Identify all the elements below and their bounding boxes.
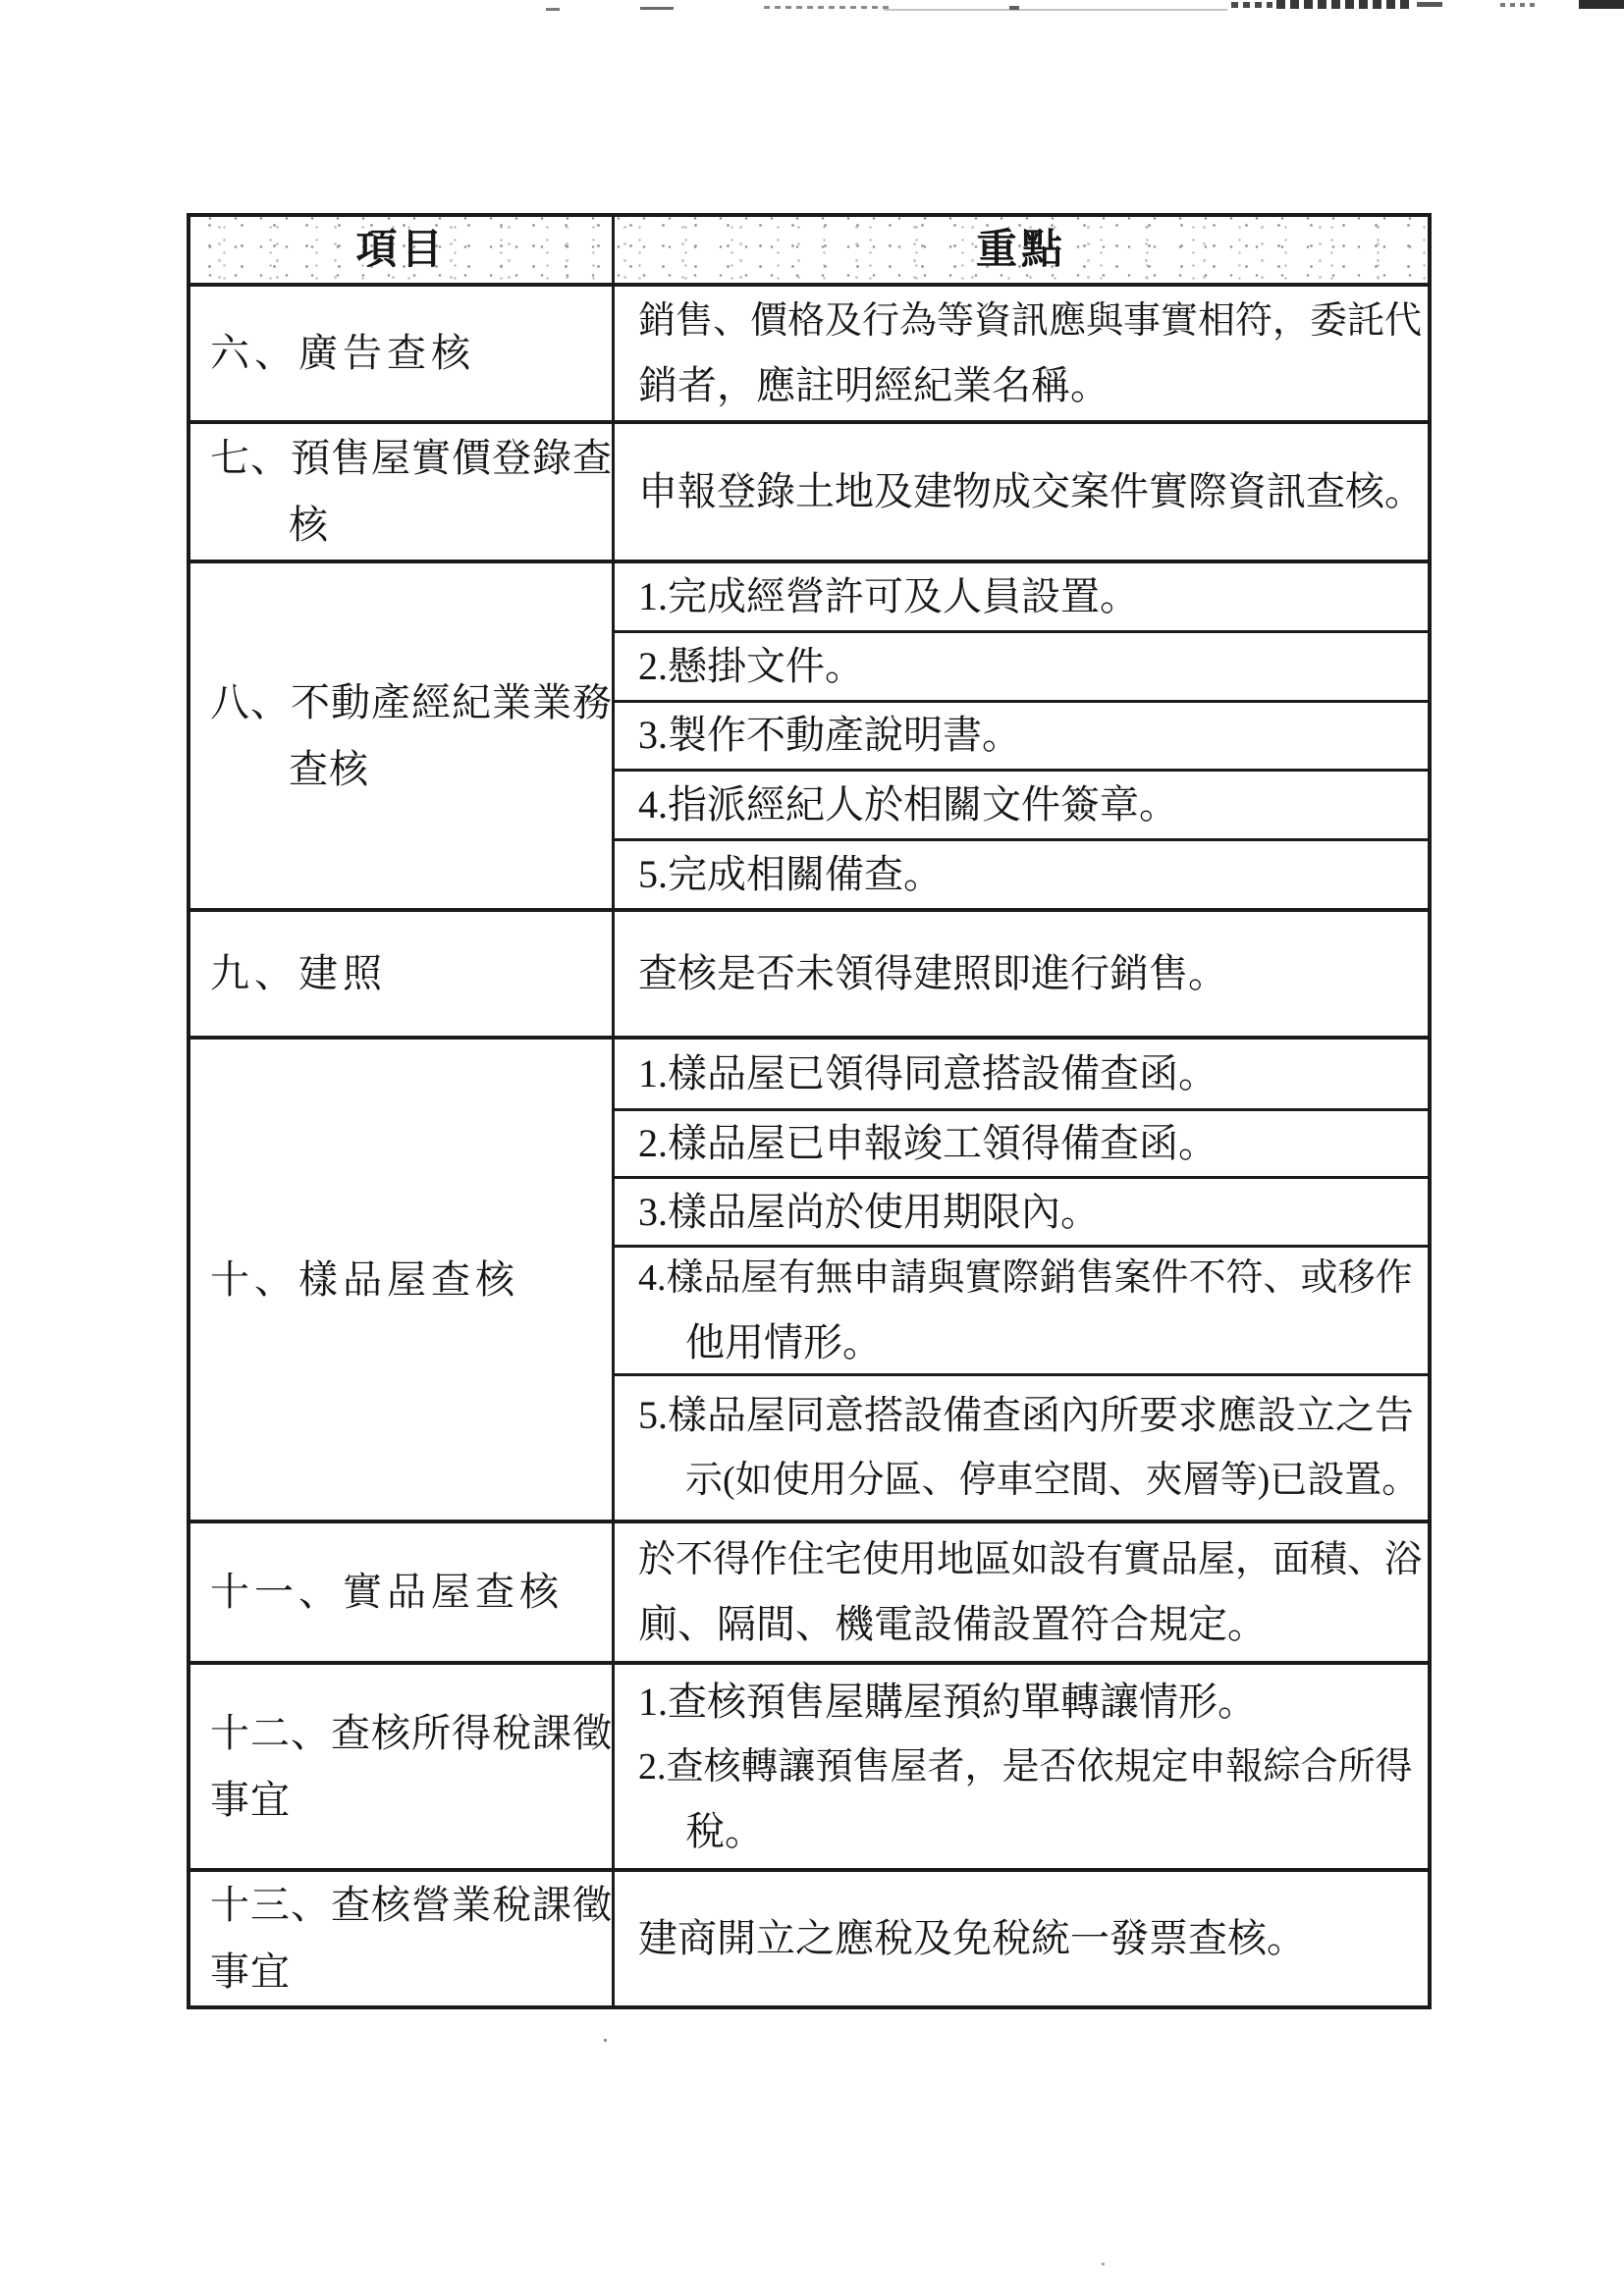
- item-label-line: 七、預售屋實價登錄查: [210, 436, 613, 480]
- points-subcell: [615, 1373, 1428, 1520]
- points-cell: [615, 1872, 1428, 2005]
- points-text-line: 4.樣品屋有無申請與實際銷售案件不符、或移作: [638, 1257, 1413, 1299]
- scan-noise-mark: [1500, 3, 1536, 7]
- item-label-line: 事宜: [210, 1949, 291, 1994]
- points-cell: [615, 912, 1428, 1036]
- scan-noise-mark: [764, 6, 893, 9]
- scan-noise-mark: [1231, 2, 1272, 8]
- item-cell: [190, 563, 615, 908]
- points-subcell: [615, 1108, 1428, 1176]
- table-row-model-house-audit: [190, 1520, 1428, 1661]
- scan-noise-mark: [640, 7, 674, 10]
- points-text-line: 銷售、價格及行為等資訊應與事實相符，委託代: [638, 300, 1423, 342]
- points-text-line: 1.樣品屋已領得同意搭設備查函。: [638, 1051, 1218, 1095]
- item-cell: [190, 912, 615, 1036]
- scan-noise-mark: [884, 9, 1227, 11]
- points-text-line: 3.製作不動產說明書。: [638, 713, 1021, 758]
- item-label-line: 查核: [289, 746, 369, 791]
- table-row-building-permit: [190, 908, 1428, 1036]
- item-cell: [190, 1040, 615, 1520]
- scan-noise-mark: [1009, 6, 1019, 10]
- item-cell: [190, 1872, 615, 2005]
- points-cell: [615, 1523, 1428, 1661]
- item-label-line: 核: [289, 503, 329, 547]
- points-text-line: 示(如使用分區、停車空間、夾層等)已設置。: [685, 1460, 1420, 1501]
- points-text-line: 1.完成經營許可及人員設置。: [638, 573, 1139, 618]
- points-subcell: [615, 563, 1428, 630]
- points-text-line: 2.懸掛文件。: [638, 643, 864, 688]
- points-text-line: 廁、隔間、機電設備設置符合規定。: [638, 1602, 1267, 1646]
- header-item-label: 項目: [355, 227, 447, 273]
- points-text-line: 他用情形。: [685, 1320, 882, 1364]
- item-label-line: 九、建照: [210, 951, 387, 995]
- points-text-line: 於不得作住宅使用地區如設有實品屋，面積、浴: [638, 1539, 1423, 1580]
- points-text-line: 查核是否未領得建照即進行銷售。: [638, 951, 1227, 995]
- points-cell: [615, 1665, 1428, 1868]
- points-text-line: 4.指派經紀人於相關文件簽章。: [638, 782, 1178, 828]
- item-cell: [190, 1523, 615, 1661]
- header-points-column: [615, 217, 1428, 283]
- item-label-line: 八、不動產經紀業業務: [210, 679, 613, 724]
- points-cell: [615, 287, 1428, 420]
- points-subcell: [615, 838, 1428, 908]
- item-label-line: 十一、實品屋查核: [210, 1570, 564, 1614]
- item-label-line: 事宜: [210, 1777, 291, 1822]
- audit-checklist-table: [187, 213, 1432, 2009]
- item-label-line: 十二、查核所得稅課徵: [210, 1710, 613, 1755]
- scan-noise-mark: [1417, 2, 1442, 7]
- scan-speck: [1102, 2263, 1105, 2266]
- item-cell: [190, 424, 615, 560]
- points-text-line: 2.查核轉讓預售屋者，是否依規定申報綜合所得: [638, 1745, 1413, 1788]
- points-text-line: 申報登錄土地及建物成交案件實際資訊查核。: [638, 469, 1424, 513]
- scan-noise-mark: [1276, 0, 1412, 9]
- points-subcell: [615, 1245, 1428, 1373]
- points-text-line: 5.完成相關備查。: [638, 852, 943, 897]
- item-label-line: 十三、查核營業稅課徵: [210, 1883, 613, 1927]
- header-item-column: [190, 217, 615, 283]
- table-header-row: [190, 217, 1428, 283]
- table-row-income-tax-audit: [190, 1661, 1428, 1868]
- scan-noise-mark: [546, 8, 560, 11]
- points-subcell: [615, 769, 1428, 838]
- item-label-line: 十、樣品屋查核: [210, 1256, 519, 1302]
- points-text-line: 5.樣品屋同意搭設備查函內所要求應設立之告: [638, 1393, 1414, 1437]
- points-subcell: [615, 1040, 1428, 1108]
- points-cell: [615, 424, 1428, 560]
- table-row-ad-audit: [190, 283, 1428, 420]
- table-row-business-tax-audit: [190, 1868, 1428, 2005]
- item-cell: [190, 287, 615, 420]
- points-subcell: [615, 700, 1428, 770]
- points-text-line: 2.樣品屋已申報竣工領得備查函。: [638, 1121, 1218, 1165]
- points-text-line: 稅。: [685, 1808, 764, 1853]
- table-row-brokerage-business-audit: [190, 560, 1428, 908]
- points-text-line: 銷者，應註明經紀業名稱。: [638, 363, 1110, 407]
- points-subcell: [615, 630, 1428, 700]
- scan-noise-mark: [1579, 0, 1624, 9]
- item-cell: [190, 1665, 615, 1868]
- header-points-label: 重點: [975, 227, 1066, 273]
- scan-speck: [604, 2039, 607, 2042]
- points-cell: [615, 563, 1428, 908]
- item-label-line: 六、廣告查核: [210, 331, 475, 375]
- points-subcell: [615, 1176, 1428, 1245]
- points-text-line: 建商開立之應稅及免稅統一發票查核。: [638, 1916, 1306, 1960]
- table-row-price-registration-audit: [190, 420, 1428, 560]
- table-row-sample-house-audit: [190, 1036, 1428, 1520]
- points-text-line: 3.樣品屋尚於使用期限內。: [638, 1189, 1100, 1234]
- points-text-line: 1.查核預售屋購屋預約單轉讓情形。: [638, 1679, 1257, 1724]
- points-cell: [615, 1040, 1428, 1520]
